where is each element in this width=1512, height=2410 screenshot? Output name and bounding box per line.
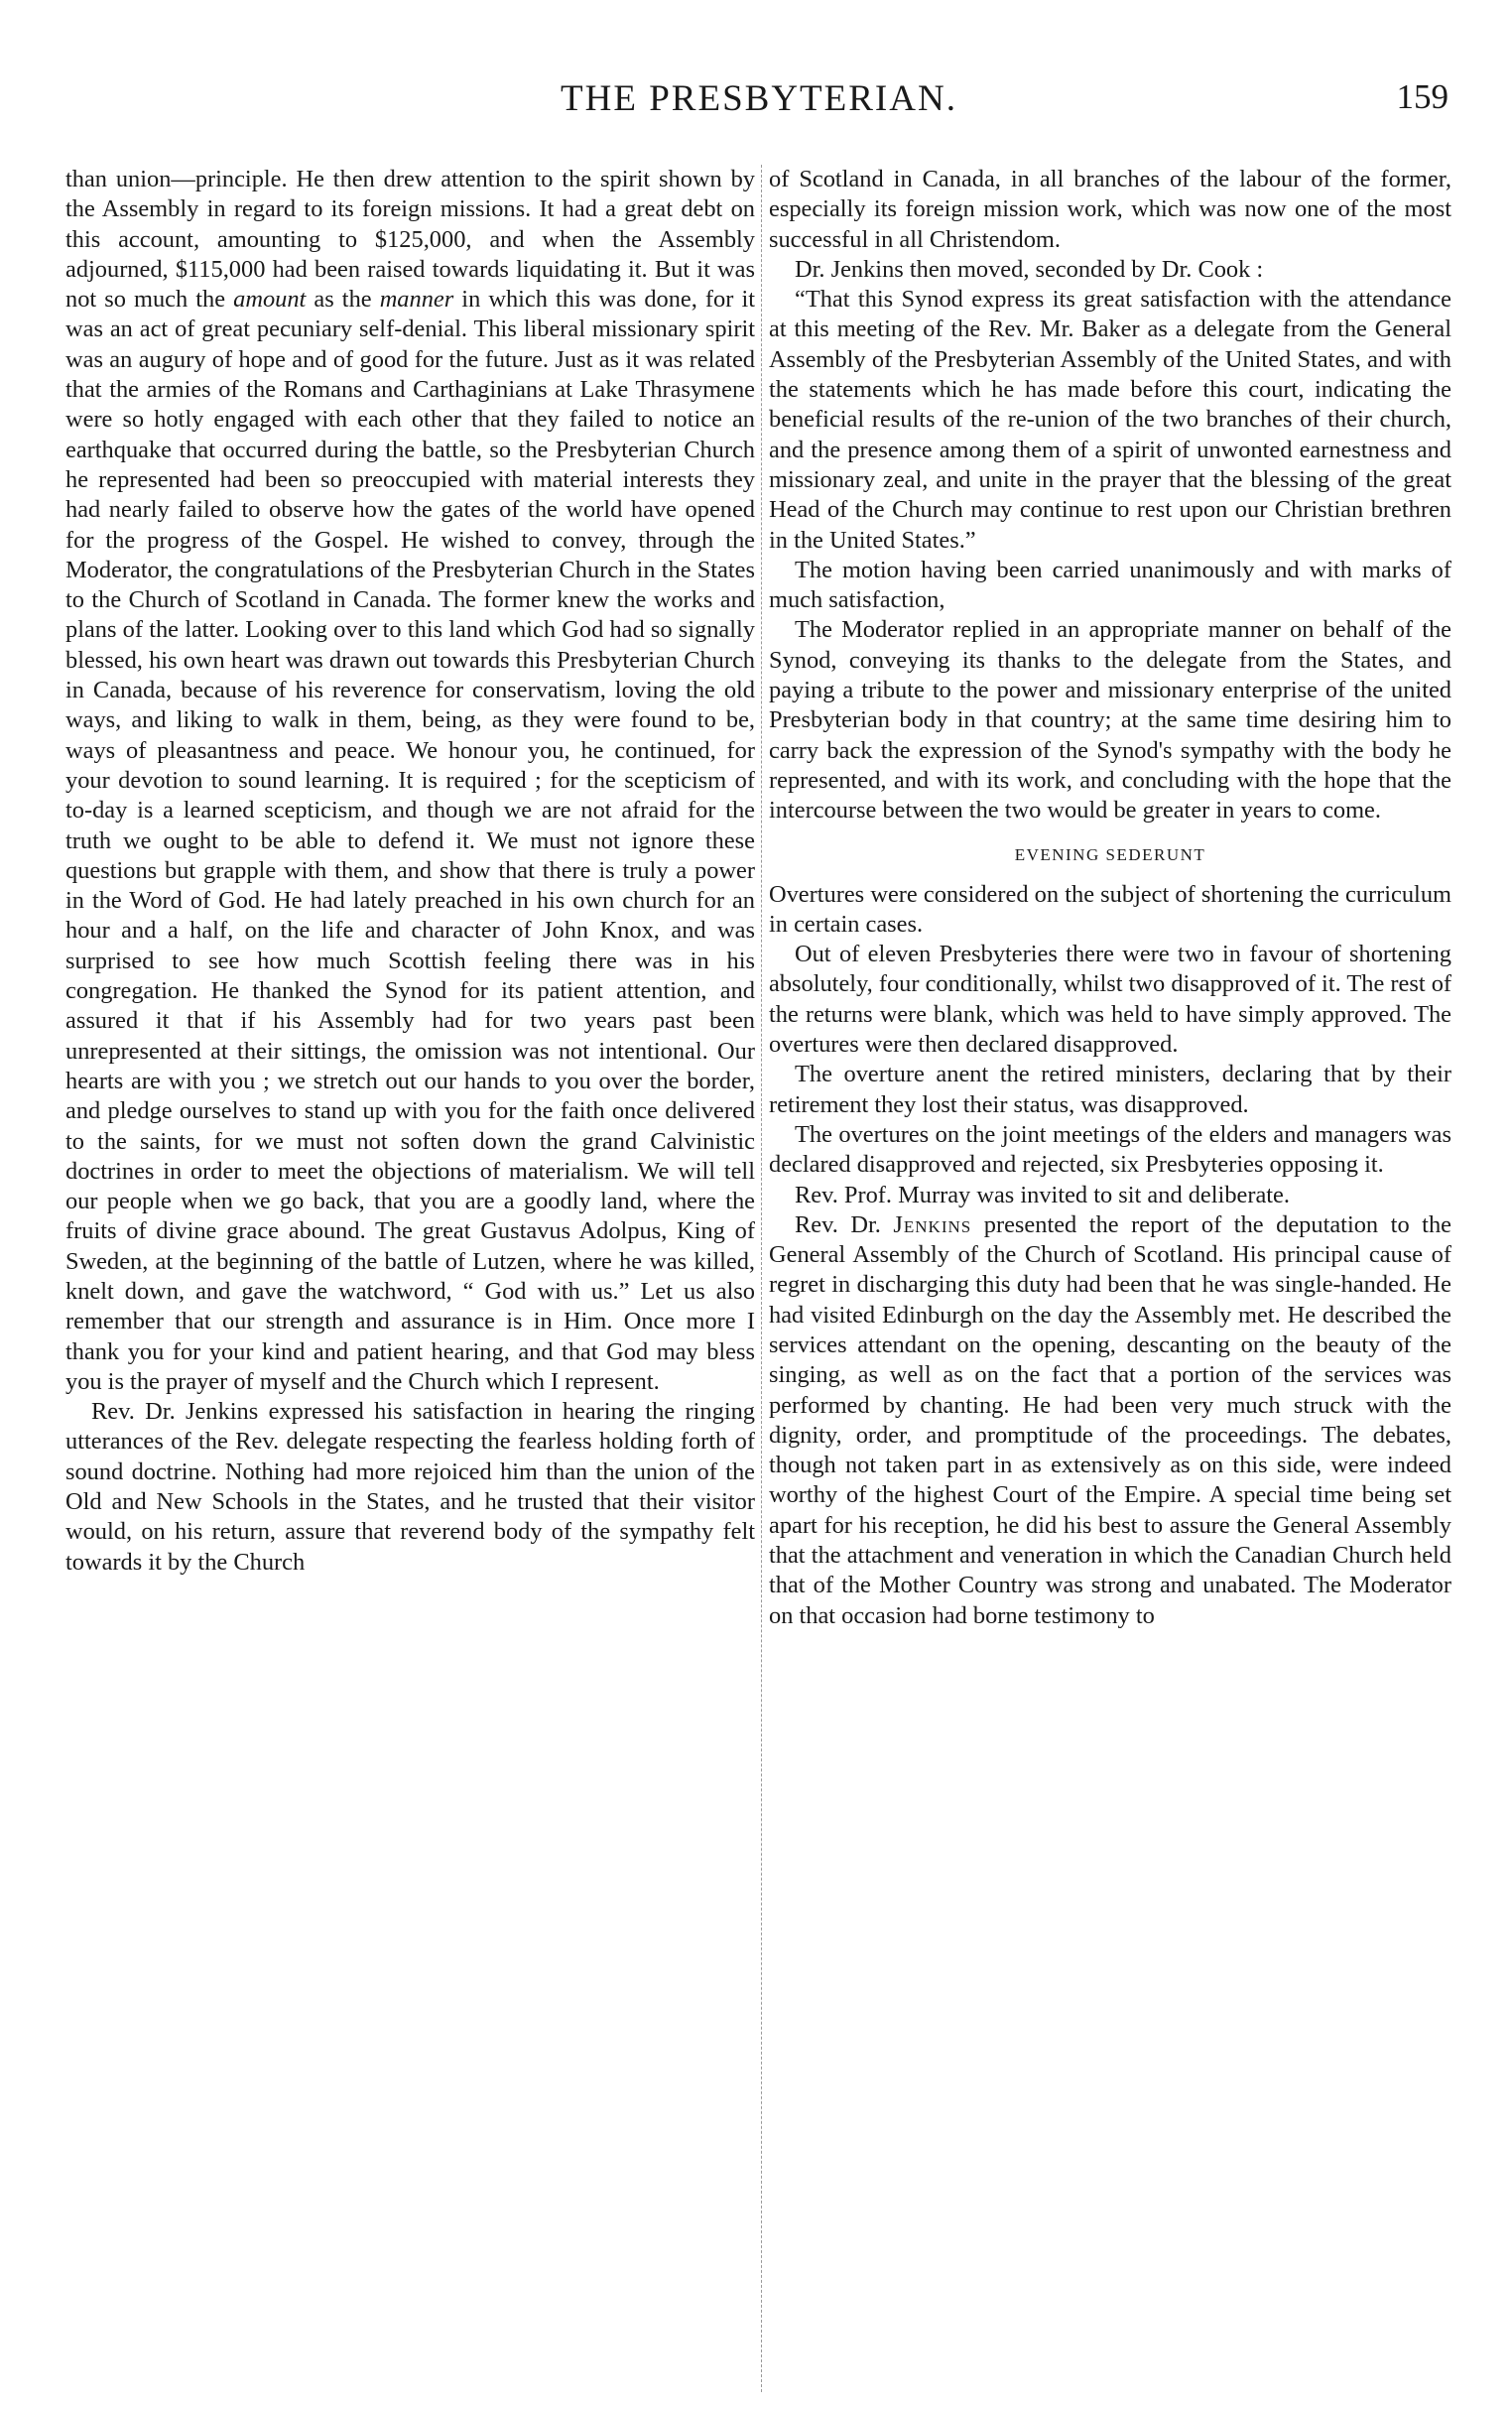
section-heading: EVENING SEDERUNT	[1014, 844, 1206, 864]
paragraph: The motion having been carried unanimously and with marks of much satisfaction,	[769, 556, 1451, 614]
italic-text: manner	[379, 286, 454, 314]
text-run: Rev. Dr.	[795, 1210, 894, 1238]
text-run: than union—principle. He then drew attention to the spirit shown by the Assembly in regard to its foreign missions. It had a great debt on this account, amounting to $125,000, and when the Assembly adjourned, $115,000 had been raised towards liquidating it. But it was not so much the	[65, 166, 755, 314]
paragraph	[65, 165, 755, 1397]
column-divider	[761, 165, 762, 2392]
paragraph: Overtures were considered on the subject of shortening the curriculum in certain cases.	[769, 880, 1451, 938]
paragraph: Out of eleven Presbyteries there were two in favour of shortening absolutely, four conditionally, whilst two disapproved of it. The rest of the returns were blank, which was held to have simply approved. The overtures were then declared disapproved.	[769, 941, 1452, 1059]
text-run: in which this was done, for it was an act of great pecuniary self-denial. This liberal missionary spirit was an augury of hope and of good for the future. Just as it was related that the armies of the Romans and Carthaginians at Lake Thrasymene were so hotly engaged with each other that they failed to notice an earthquake that occurred during the battle, so the Presbyterian Church he represented had been so preoccupied with material interests they had nearly failed to observe how the gates of the world have opened for the progress of the Gospel. He wished to convey, through the Moderator, the congratulations of the Presbyterian Church in the States to the Church of Scotland in Canada. The former knew the works and plans of the latter. Looking over to this land which God had so signally blessed, his own heart was drawn out towards this Presbyterian Church in Canada, because of his reverence for conservatism, loving the old ways, and liking to walk in them, being, as they were found to be, ways of pleasantness and peace. We honour you, he continued, for your devotion to sound learning. It is required ; for the scepticism of to-day is a learned scepticism, and though we are not afraid for the truth we ought to be able to defend it. We must not ignore these questions but grapple with them, and show that there is truly a power in the Word of God. He had lately preached in his own church for an hour and a half, on the life and character of John Knox, and was surprised to see how much Scottish feeling there was in his congregation. He thanked the Synod for its patient attention, and assured it that if his Assembly had for two years past been unrepresented at their sittings, the omission was not intentional. Our hearts are with you ; we stretch out our hands to you over the border, and pledge ourselves to stand up with you for the faith once delivered to the saints, for we must not soften down the grand Calvinistic doctrines in order to meet the objections of materialism. We will tell our people when we go back, that you are a goodly land, where the fruits of divine grace abound. The great Gustavus Adolpus, King of Sweden, at the beginning of the battle of Lutzen, where he was killed, knelt down, and gave the watchword, “ God with us.” Let us also remember that our strength and assurance is in Him. Once more I thank you for your kind and patient hearing, and that God may bless you is the prayer of myself and the Church which I represent.	[65, 286, 755, 1395]
paragraph: The Moderator replied in an appropriate manner on behalf of the Synod, conveying its thanks to the delegate from the States, and paying a tribute to the power and missionary enterprise of the united Presbyterian body in that country; at the same time desiring him to carry back the expression of the Synod's sympathy with the body he represented, and with its work, and concluding with the hope that the intercourse between the two would be greater in years to come.	[769, 616, 1451, 824]
italic-text: amount	[233, 286, 307, 314]
text-run: presented the report of the deputation to the General Assembly of the Church of Scotland. His principal cause of regret in discharging this duty had been that he was single-handed. He had visited Edinburgh on the day the Assembly met. He described the services attendant on the opening, descanting on the beauty of the singing, as well as on the fact that a portion of the services was performed by chanting. He had been very much struck with the dignity, order, and promptitude of the proceedings. The debates, though not taken part in as extensively as on this side, were indeed worthy of the highest Court of the Empire. A special time being set apart for his reception, he did his best to assure the General Assembly that the attachment and veneration in which the Canadian Church held that of the Mother Country was strong and unabated. The Moderator on that occasion had borne testimony to	[769, 1210, 1451, 1629]
paragraph: The overtures on the joint meetings of the elders and managers was declared disapproved and rejected, six Presbyteries opposing it.	[769, 1120, 1451, 1179]
resolution-quote: “That this Synod express its great satisfaction with the attendance at this meeting of the Rev. Mr. Baker as a delegate from the General Assembly of the Presbyterian Assembly of the United States, and with the statements which he has made before this court, indicating the beneficial results of the re-union of the two branches of their church, and the presence among them of a spirit of unwonted earnestness and missionary zeal, and unite in the prayer that the blessing of the great Head of the Church may continue to rest upon our Christian brethren in the United States.”	[769, 286, 1451, 554]
paragraph	[769, 1210, 1451, 1631]
left-column	[65, 165, 755, 1578]
text-run: as the	[306, 286, 380, 314]
small-caps-name: Jenkins	[893, 1210, 972, 1238]
paragraph: Rev. Dr. Jenkins expressed his satisfaction in hearing the ringing utterances of the Rev. delegate respecting the fearless holding forth of sound doctrine. Nothing had more rejoiced him than the union of the Old and New Schools in the States, and he trusted that their visitor would, on his return, assure that reverend body of the sympathy felt towards it by the Church	[65, 1398, 755, 1576]
paragraph: of Scotland in Canada, in all branches of the labour of the former, especially its foreign mission work, which was now one of the most successful in all Christendom.	[769, 166, 1451, 253]
page-number: 159	[1396, 77, 1449, 116]
paragraph: Dr. Jenkins then moved, seconded by Dr. Cook :	[795, 255, 1264, 283]
paragraph: The overture anent the retired ministers, declaring that by their retirement they lost their status, was disapproved.	[769, 1061, 1451, 1118]
publication-title: THE PRESBYTERIAN.	[561, 78, 957, 119]
running-header	[69, 77, 1449, 127]
right-column	[769, 165, 1451, 1631]
paragraph: Rev. Prof. Murray was invited to sit and deliberate.	[795, 1181, 1290, 1208]
